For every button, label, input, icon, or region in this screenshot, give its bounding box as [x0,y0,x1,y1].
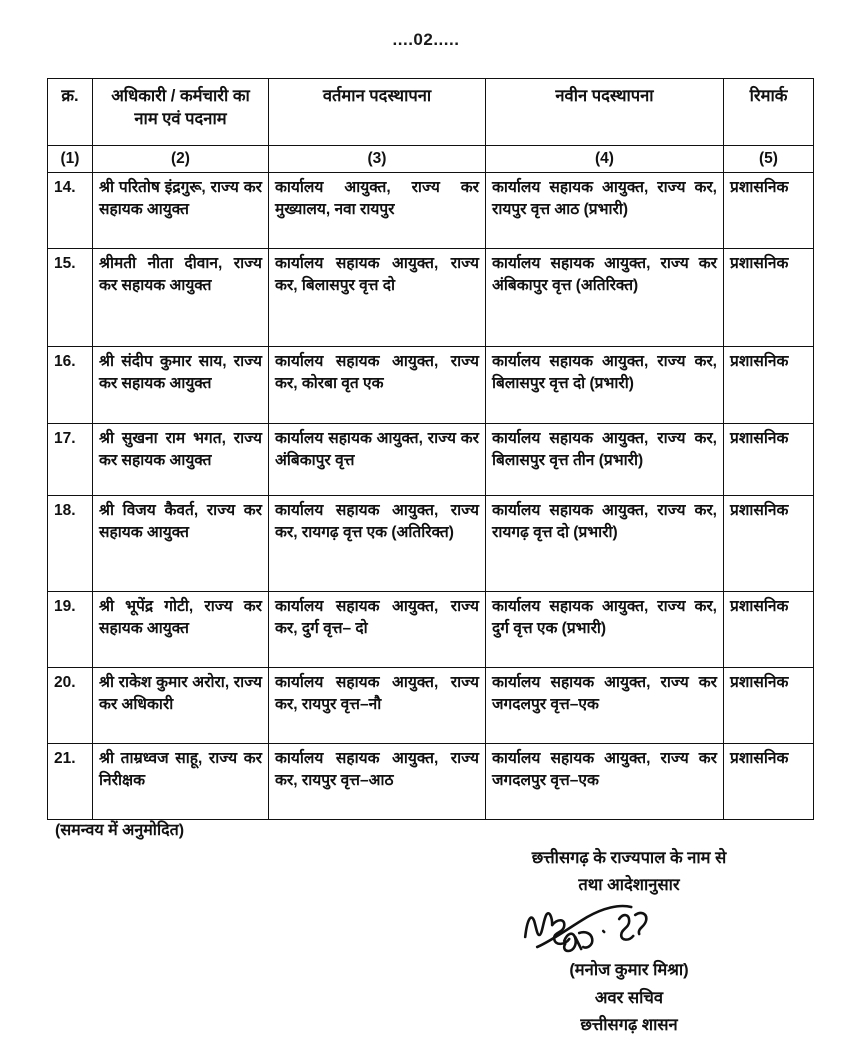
table-row [48,347,814,424]
column-number-2: (2) [93,146,269,173]
table-row [48,592,814,668]
table-row [48,424,814,496]
row-current-posting: कार्यालय सहायक आयुक्त, राज्य कर, रायपुर वृत्त–आठ [269,744,486,820]
table-header [48,79,814,173]
row-name-designation: श्री भूपेंद्र गोटी, राज्य कर सहायक आयुक्त [93,592,269,668]
column-number-5: (5) [724,146,814,173]
signer-designation: अवर सचिव [594,988,664,1007]
authority-line-by-order: तथा आदेशानुसार [578,876,680,895]
row-remark: प्रशासनिक [724,592,814,668]
row-name-designation: श्री परितोष इंद्रगुरू, राज्य कर सहायक आयुक्त [93,173,269,249]
authority-line-governor: छत्तीसगढ़ के राज्यपाल के नाम से [531,849,727,867]
row-new-posting: कार्यालय सहायक आयुक्त, राज्य कर, दुर्ग वृत्त एक (प्रभारी) [486,592,724,668]
row-name-designation: श्री सुखना राम भगत, राज्य कर सहायक आयुक्त [93,424,269,496]
row-remark: प्रशासनिक [724,424,814,496]
handwritten-signature-icon [464,901,794,957]
row-name-designation: श्री विजय कैवर्त, राज्य कर सहायक आयुक्त [93,496,269,592]
row-current-posting: कार्यालय आयुक्त, राज्य कर मुख्यालय, नवा रायपुर [269,173,486,249]
row-current-posting: कार्यालय सहायक आयुक्त, राज्य कर, बिलासपुर वृत्त दो [269,249,486,347]
row-serial: 14. [48,173,93,249]
row-name-designation: श्रीमती नीता दीवान, राज्य कर सहायक आयुक्त [93,249,269,347]
column-number-3: (3) [269,146,486,173]
table-header-row [48,79,814,146]
row-remark: प्रशासनिक [724,744,814,820]
row-name-designation: श्री ताम्रध्वज साहू, राज्य कर निरीक्षक [93,744,269,820]
row-serial: 20. [48,668,93,744]
row-new-posting: कार्यालय सहायक आयुक्त, राज्य कर जगदलपुर वृत्त–एक [486,668,724,744]
column-header-new-posting: नवीन पदस्थापना [486,79,724,146]
row-remark: प्रशासनिक [724,496,814,592]
table-row [48,744,814,820]
row-remark: प्रशासनिक [724,347,814,424]
row-remark: प्रशासनिक [724,173,814,249]
row-new-posting: कार्यालय सहायक आयुक्त, राज्य कर अंबिकापुर वृत्त (अतिरिक्त) [486,249,724,347]
signer-name: (मनोज कुमार मिश्रा) [569,961,689,980]
column-header-serial: क्र. [48,79,93,146]
row-name-designation: श्री राकेश कुमार अरोरा, राज्य कर अधिकारी [93,668,269,744]
row-current-posting: कार्यालय सहायक आयुक्त, राज्य कर, रायपुर वृत्त–नौ [269,668,486,744]
table-column-number-row [48,146,814,173]
column-number-4: (4) [486,146,724,173]
row-new-posting: कार्यालय सहायक आयुक्त, राज्य कर, रायगढ़ वृत्त दो (प्रभारी) [486,496,724,592]
row-serial: 16. [48,347,93,424]
row-serial: 17. [48,424,93,496]
government-name: छत्तीसगढ़ शासन [580,1015,678,1034]
transfer-order-table [47,78,814,820]
table-row [48,496,814,592]
row-current-posting: कार्यालय सहायक आयुक्त, राज्य कर, कोरबा वृत एक [269,347,486,424]
row-new-posting: कार्यालय सहायक आयुक्त, राज्य कर जगदलपुर वृत्त–एक [486,744,724,820]
coordination-approval-note: (समन्वय में अनुमोदित) [55,822,185,839]
row-serial: 19. [48,592,93,668]
transfer-table-container [47,78,813,820]
row-current-posting: कार्यालय सहायक आयुक्त, राज्य कर, रायगढ़ वृत्त एक (अतिरिक्त) [269,496,486,592]
row-remark: प्रशासनिक [724,249,814,347]
row-remark: प्रशासनिक [724,668,814,744]
row-current-posting: कार्यालय सहायक आयुक्त, राज्य कर अंबिकापुर वृत्त [269,424,486,496]
row-serial: 21. [48,744,93,820]
row-new-posting: कार्यालय सहायक आयुक्त, राज्य कर, बिलासपुर वृत्त तीन (प्रभारी) [486,424,724,496]
column-header-current-posting: वर्तमान पदस्थापना [269,79,486,146]
row-serial: 18. [48,496,93,592]
row-serial: 15. [48,249,93,347]
page-number-marker: ....02..... [392,30,460,49]
column-header-remark: रिमार्क [724,79,814,146]
table-body [48,173,814,820]
table-row [48,249,814,347]
table-row [48,668,814,744]
row-name-designation: श्री संदीप कुमार साय, राज्य कर सहायक आयुक्त [93,347,269,424]
table-row [48,173,814,249]
row-new-posting: कार्यालय सहायक आयुक्त, राज्य कर, बिलासपुर वृत्त दो (प्रभारी) [486,347,724,424]
column-header-name-designation: अधिकारी / कर्मचारी का नाम एवं पदनाम [93,79,269,146]
column-number-1: (1) [48,146,93,173]
row-new-posting: कार्यालय सहायक आयुक्त, राज्य कर, रायपुर वृत्त आठ (प्रभारी) [486,173,724,249]
signature-block [464,845,794,1039]
row-current-posting: कार्यालय सहायक आयुक्त, राज्य कर, दुर्ग वृत्त– दो [269,592,486,668]
